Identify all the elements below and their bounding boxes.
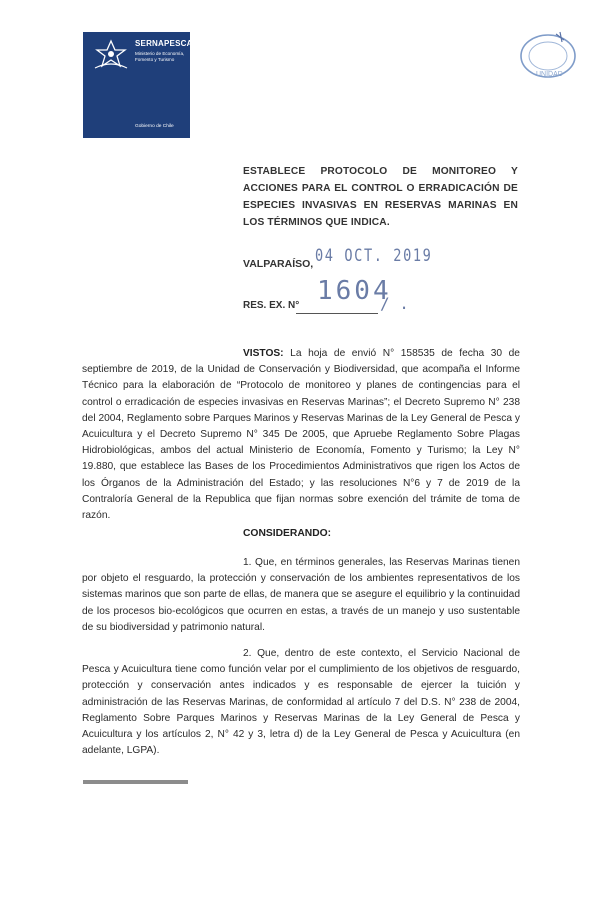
footer-divider: [83, 780, 188, 784]
considerando-heading: CONSIDERANDO:: [243, 528, 332, 539]
resolution-suffix: / .: [380, 294, 409, 313]
resolution-number: 1604: [317, 276, 392, 306]
stamp-text: UNIDAD: [536, 71, 563, 78]
date-stamp: 04 OCT. 2019: [315, 246, 433, 266]
org-name: SERNAPESCA: [135, 39, 193, 48]
ministry-name: Ministerio de Economía, Fomento y Turismo: [135, 51, 185, 62]
office-stamp: [512, 28, 582, 83]
considerando-item: 1. Que, en términos generales, las Reservas Marinas tienen por objeto el resguardo, la protección y conservación de los ambientes representativos de los sistemas marinos que son parte de ellas, de manera que se asegure el equilibrio y la continuidad de los procesos bio-ecológicos que ocurren en estas, a través de un manejo y uso sustentable de su biodiversidad y patrimonio natural.: [82, 557, 520, 633]
place-label: VALPARAÍSO,: [243, 258, 314, 270]
vistos-label: VISTOS:: [243, 348, 284, 359]
resolution-underline: [296, 313, 378, 314]
coat-of-arms-icon: [91, 38, 131, 72]
document-title: ESTABLECE PROTOCOLO DE MONITOREO Y ACCIONES PARA EL CONTROL O ERRADICACIÓN DE ESPECIES INVASIVAS EN RESERVAS MARINAS EN LOS TÉRMINOS QUE INDICA.: [243, 166, 518, 228]
resolution-label: RES. EX. N°: [243, 300, 300, 311]
sernapesca-logo: [83, 32, 193, 138]
vistos-text: La hoja de envió N° 158535 de fecha 30 de septiembre de 2019, de la Unidad de Conservación y Biodiversidad, que acompaña el Informe Técnico para la elaboración de “Protocolo de monitoreo y planes de contingencias para el control o erradicación de especies invasivas en Reservas Marinas”; el Decreto Supremo N° 238 del 2004, Reglamento sobre Parques Marinos y Reservas Marinas de la Ley General de Pesca y Acuicultura y el Decreto Supremo N° 345 De 2005, que Apruebe Reglamento Sobre Plagas Hidrobiológicas, ambos del actual Ministerio de Economía, Fomento y Turismo; la Ley N° 19.880, que establece las Bases de los Procedimientos Administrativos que rigen los Actos de los Órganos de la Administración del Estado; y las resoluciones N°6 y 7 de 2019 de la Contraloría General de la Republica que fijan normas sobre exención del trámite de toma de razón.: [82, 348, 520, 522]
government-label: Gobierno de Chile: [135, 124, 174, 129]
vistos-paragraph: [82, 346, 520, 524]
considerando-item: 2. Que, dentro de este contexto, el Servicio Nacional de Pesca y Acuicultura tiene como función velar por el cumplimiento de los objetivos de resguardo, protección y conservación antes indicados y es responsable de ejercer la tuición y administración de las Reservas Marinas, de conformidad al artículo 7 del D.S. N° 238 de 2004, Reglamento Sobre Parques Marinos y Reservas Marinas de la Ley General de Pesca y Acuicultura y los artículos 2, N° 42 y 3, letra d) de la Ley General de Pesca y Acuicultura (en adelante, LGPA).: [82, 648, 520, 757]
